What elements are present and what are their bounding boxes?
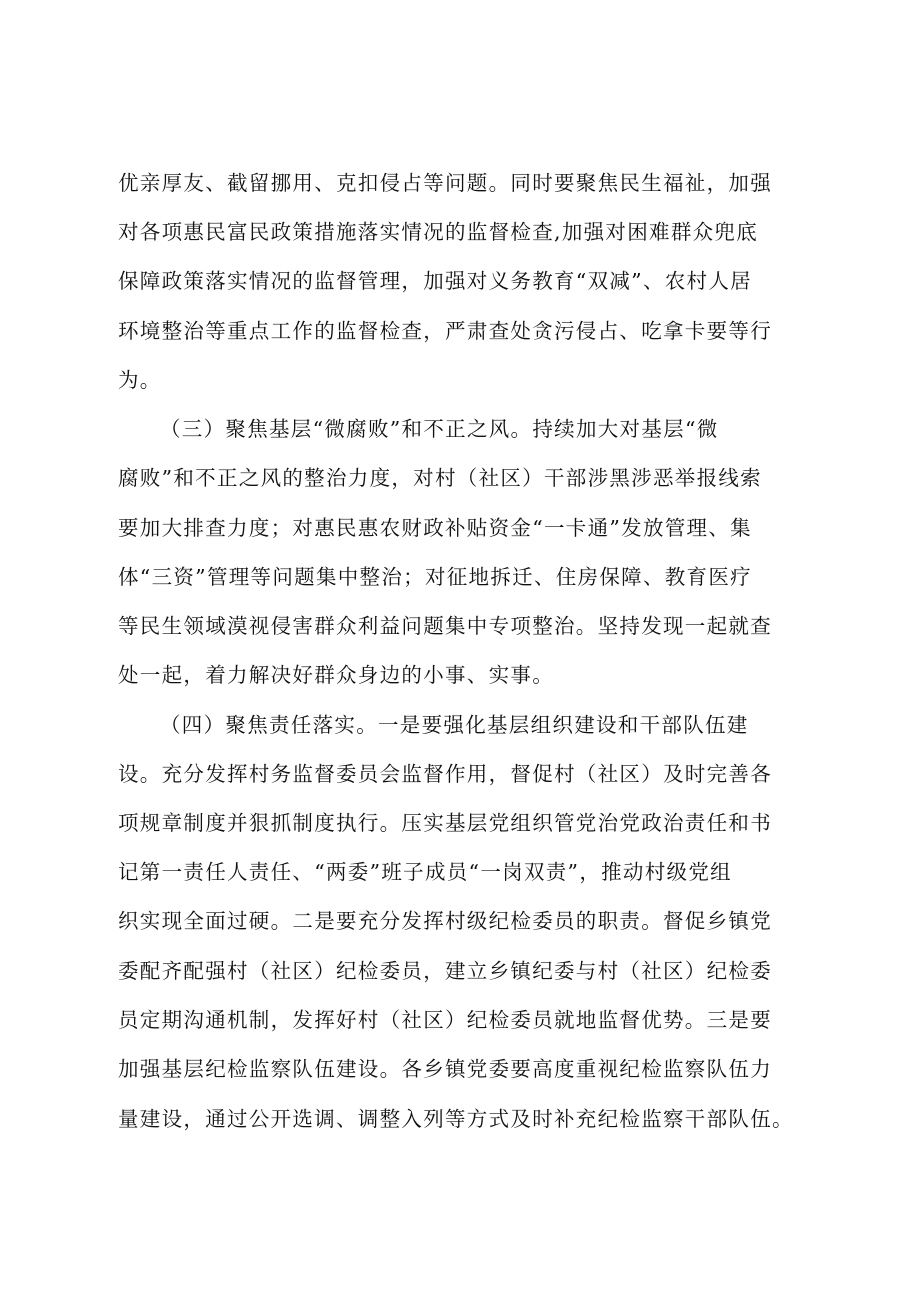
paragraph-3-line-8: 加强基层纪检监察队伍建设。各乡镇党委要高度重视纪检监察队伍力 bbox=[118, 1057, 772, 1081]
paragraph-3-line-3: 项规章制度并狠抓制度执行。压实基层党组织管党治党政治责任和书 bbox=[118, 811, 772, 835]
paragraph-3-line-1: （四）聚焦责任落实。一是要强化基层组织建设和干部队伍建 bbox=[160, 713, 749, 737]
paragraph-2-line-5: 等民生领域漠视侵害群众利益问题集中专项整治。坚持发现一起就查 bbox=[118, 614, 772, 638]
paragraph-2-line-3: 要加大排查力度；对惠民惠农财政补贴资金“一卡通”发放管理、集 bbox=[118, 516, 752, 540]
paragraph-3-line-4: 记第一责任人责任、“两委”班子成员“一岗双责”，推动村级党组 bbox=[118, 860, 732, 884]
paragraph-1-line-5: 为。 bbox=[118, 368, 162, 392]
paragraph-1-line-3: 保障政策落实情况的监督管理，加强对义务教育“双减”、农村人居 bbox=[118, 269, 752, 293]
paragraph-2-line-6: 处一起，着力解决好群众身边的小事、实事。 bbox=[118, 663, 554, 687]
paragraph-3-line-2: 设。充分发挥村务监督委员会监督作用，督促村（社区）及时完善各 bbox=[118, 762, 772, 786]
paragraph-1-line-1: 优亲厚友、截留挪用、克扣侵占等问题。同时要聚焦民生福祉，加强 bbox=[118, 171, 772, 195]
paragraph-3-line-9: 量建设，通过公开选调、调整入列等方式及时补充纪检监察干部队伍。 bbox=[118, 1107, 794, 1131]
paragraph-2-line-4: 体“三资”管理等问题集中整治；对征地拆迁、住房保障、教育医疗 bbox=[118, 565, 752, 589]
paragraph-2-line-2: 腐败”和不正之风的整治力度，对村（社区）干部涉黑涉恶举报线索 bbox=[118, 466, 762, 490]
paragraph-3-line-7: 员定期沟通机制，发挥好村（社区）纪检委员就地监督优势。三是要 bbox=[118, 1008, 772, 1032]
paragraph-3-line-5: 织实现全面过硬。二是要充分发挥村级纪检委员的职责。督促乡镇党 bbox=[118, 909, 772, 933]
paragraph-3-line-6: 委配齐配强村（社区）纪检委员，建立乡镇纪委与村（社区）纪检委 bbox=[118, 959, 772, 983]
paragraph-1-line-2: 对各项惠民富民政策措施落实情况的监督检查,加强对困难群众兜底 bbox=[118, 220, 759, 244]
paragraph-2-line-1: （三）聚焦基层“微腐败”和不正之风。持续加大对基层“微 bbox=[160, 417, 719, 441]
paragraph-1-line-4: 环境整治等重点工作的监督检查，严肃查处贪污侵占、吃拿卡要等行 bbox=[118, 319, 772, 343]
